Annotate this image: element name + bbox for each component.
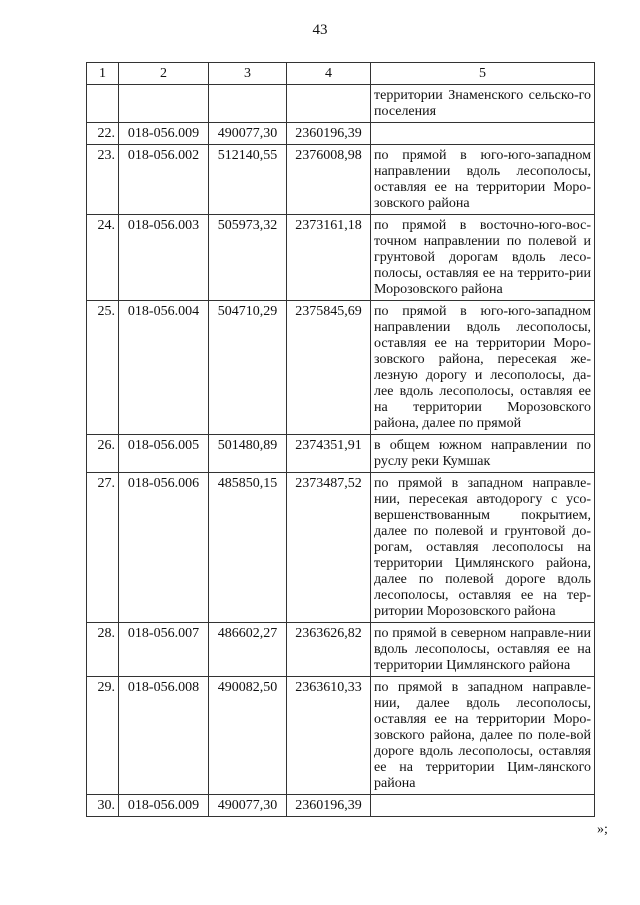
x-coordinate: 505973,32	[209, 215, 287, 301]
boundary-description: по прямой в восточно-юго-вос-точном направлении по полевой и грунтовой дорогам вдоль лесо-полосы, оставляя ее на террито-рии Морозовского района	[371, 215, 595, 301]
y-coordinate: 2373487,52	[287, 473, 371, 623]
header-col-2: 2	[119, 63, 209, 85]
table-row	[87, 215, 595, 301]
row-number: 27.	[87, 473, 119, 623]
row-number: 30.	[87, 795, 119, 817]
table-row	[87, 301, 595, 435]
y-coordinate: 2373161,18	[287, 215, 371, 301]
x-coordinate: 501480,89	[209, 435, 287, 473]
y-coordinate: 2376008,98	[287, 145, 371, 215]
y-coordinate: 2360196,39	[287, 795, 371, 817]
row-number: 26.	[87, 435, 119, 473]
table-row	[87, 795, 595, 817]
x-coordinate: 490077,30	[209, 795, 287, 817]
point-code: 018-056.008	[119, 677, 209, 795]
header-col-1: 1	[87, 63, 119, 85]
x-coordinate: 485850,15	[209, 473, 287, 623]
header-col-3: 3	[209, 63, 287, 85]
boundary-description	[371, 123, 595, 145]
point-code: 018-056.006	[119, 473, 209, 623]
boundary-description: по прямой в юго-юго-западном направлении вдоль лесополосы, оставляя ее на территории Моро-зовского района, пересекая же-лезную дорогу и лесополосы, да-лее вдоль лесополосы, оставляя ее на территории Морозовского района, далее по прямой	[371, 301, 595, 435]
row-number: 25.	[87, 301, 119, 435]
table-row	[87, 623, 595, 677]
x-coordinate: 512140,55	[209, 145, 287, 215]
point-code: 018-056.004	[119, 301, 209, 435]
point-code: 018-056.003	[119, 215, 209, 301]
y-coordinate: 2374351,91	[287, 435, 371, 473]
boundary-description: по прямой в северном направле-нии вдоль лесополосы, оставляя ее на территории Цимлянского района	[371, 623, 595, 677]
table-row	[87, 123, 595, 145]
point-code: 018-056.009	[119, 795, 209, 817]
closing-quote-mark: »;	[597, 822, 608, 837]
table-header-row	[87, 63, 595, 85]
y-coordinate: 2363626,82	[287, 623, 371, 677]
boundary-points-table	[86, 62, 595, 817]
table-row	[87, 473, 595, 623]
page-number: 43	[312, 22, 328, 38]
header-col-4: 4	[287, 63, 371, 85]
y-coordinate: 2375845,69	[287, 301, 371, 435]
boundary-description: по прямой в западном направле-нии, пересекая автодорогу с усо-вершенствованным покрытием, далее по полевой и грунтовой до-рогам, оставляя лесополосы на территории Цимлянского района, далее по полевой дороге вдоль лесополосы, оставляя ее на тер-ритории Морозовского района	[371, 473, 595, 623]
x-coordinate: 486602,27	[209, 623, 287, 677]
row-number: 22.	[87, 123, 119, 145]
boundary-description: в общем южном направлении по руслу реки Кумшак	[371, 435, 595, 473]
continuation-row	[87, 85, 595, 123]
table-row	[87, 435, 595, 473]
y-coordinate: 2363610,33	[287, 677, 371, 795]
boundary-description: по прямой в западном направле-нии, далее вдоль лесополосы, оставляя ее на территории Моро-зовского района, далее по поле-вой дороге вдоль лесополосы, оставляя ее на территории Цим-лянского района	[371, 677, 595, 795]
row-number: 29.	[87, 677, 119, 795]
point-code: 018-056.009	[119, 123, 209, 145]
row-number: 24.	[87, 215, 119, 301]
boundary-description: по прямой в юго-юго-западном направлении вдоль лесополосы, оставляя ее на территории Моро-зовского района	[371, 145, 595, 215]
boundary-description	[371, 795, 595, 817]
row-number: 23.	[87, 145, 119, 215]
x-coordinate: 490077,30	[209, 123, 287, 145]
y-coordinate: 2360196,39	[287, 123, 371, 145]
x-coordinate: 490082,50	[209, 677, 287, 795]
x-coordinate: 504710,29	[209, 301, 287, 435]
row-number: 28.	[87, 623, 119, 677]
table-row	[87, 145, 595, 215]
table-row	[87, 677, 595, 795]
header-col-5: 5	[371, 63, 595, 85]
point-code: 018-056.002	[119, 145, 209, 215]
point-code: 018-056.005	[119, 435, 209, 473]
continuation-text: территории Знаменского сельско-го поселения	[371, 85, 595, 123]
point-code: 018-056.007	[119, 623, 209, 677]
